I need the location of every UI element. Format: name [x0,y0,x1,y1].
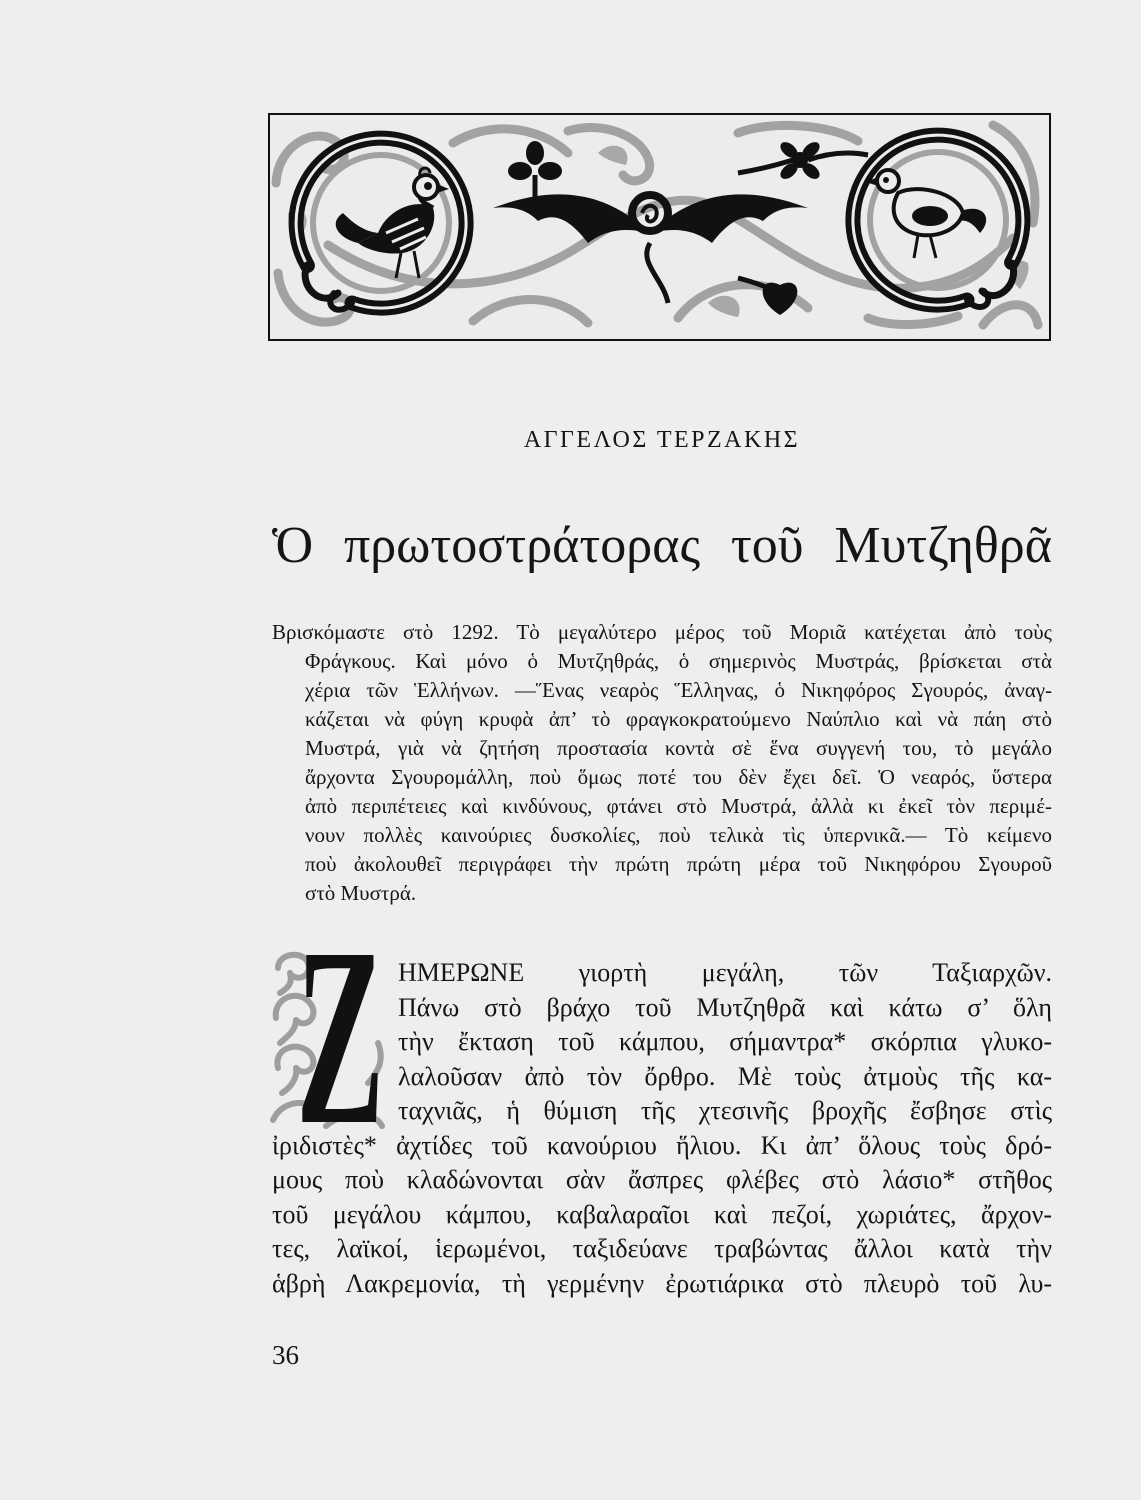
intro-line [305,763,1052,792]
intro-line-text: Φράγκους. Καὶ μόνο ὁ Μυτζηθράς, ὁ σημερινὸς Μυστράς, βρίσκεται στὰ [305,649,1052,673]
intro-line-last [305,879,1052,908]
intro-line [305,850,1052,879]
body-line [272,1267,1052,1302]
intro-line-text: νουν πολλὲς καινούριες δυσκολίες, ποὺ τελικὰ τὶς ὑπερνικᾶ.— Τὸ κείμενο [305,823,1052,847]
intro-line [305,734,1052,763]
body-line [398,1060,1052,1095]
story-title [272,515,1052,577]
intro-line [305,792,1052,821]
bird-eye [883,177,889,183]
scroll-ornament-with-birds-icon [268,113,1051,341]
intro-line-text: Βρισκόμαστε στὸ 1292. Τὸ μεγαλύτερο μέρος τοῦ Μοριᾶ κατέχεται ἀπὸ τοὺς [272,620,1052,644]
body-line [272,1232,1052,1267]
body-line [398,1094,1052,1129]
trefoil-petal [526,141,544,165]
body-line-text: ἁβρὴ Λακρεμονία, τὴ γερμένην ἐρωτιάρικα στὸ πλευρὸ τοῦ λυ- [272,1268,1052,1298]
intro-line-text: ποὺ ἀκολουθεῖ περιγράφει τὴν πρώτη πρώτη μέρα τοῦ Νικηφόρου Σγουροῦ [305,852,1052,876]
intro-line [305,705,1052,734]
intro-line [272,618,1052,647]
trefoil-petal [538,162,562,180]
body-line [272,1163,1052,1198]
body-line-text: τοῦ μεγάλου κάμπου, καβαλαραῖοι καὶ πεζοί, χωριάτες, ἄρχον- [272,1199,1052,1229]
author-name: ΑΓΓΕΛΟΣ ΤΕΡΖΑΚΗΣ [523,427,801,453]
body-line-text: μους ποὺ κλαδώνονται σὰν ἄσπρες φλέβες στὸ λάσιο* στῆθος [272,1165,1052,1194]
body-line-text: Πάνω στὸ βράχο τοῦ Μυτζηθρᾶ καὶ κάτω σ’ ὅλη [398,992,1052,1022]
trefoil-petal [508,162,532,180]
body-line [398,956,1052,991]
body-line-text: λαλοῦσαν ἀπὸ τὸν ὄρθρο. Μὲ τοὺς ἀτμοὺς τῆς κα- [398,1061,1052,1091]
body-line [272,1129,1052,1164]
page-number: 36 [272,1340,299,1370]
story-title-text: Ὁ πρωτοστράτορας τοῦ Μυτζηθρᾶ [272,517,1052,574]
bird-wing [912,206,948,226]
intro-line-text: κάζεται νὰ φύγη κρυφὰ ἀπ’ τὸ φραγκοκρατούμενο Ναύπλιο καὶ νὰ πάη στὸ [305,707,1052,731]
story-body [272,956,1052,1306]
intro-line-text: ἀπὸ περιπέτειες καὶ κινδύνους, φτάνει στὸ Μυστρά, ἀλλὰ κι ἐκεῖ τὸν περιμέ- [305,794,1052,818]
intro-summary [272,618,1052,910]
body-line [398,1025,1052,1060]
intro-line-text: ἄρχοντα Σγουρομάλλη, ποὺ ὅμως ποτέ του δὲν ἔχει δεῖ. Ὁ νεαρός, ὕστερα [305,765,1052,789]
body-line-text: ἰριδιστὲς* ἀχτίδες τοῦ κανούριου ἥλιου. Κι ἀπ’ ὅλους τοὺς δρό- [272,1130,1052,1160]
intro-line [305,676,1052,705]
body-line-text: τὴν ἔκταση τοῦ κάμπου, σήμαντρα* σκόρπια γλυκο- [398,1027,1052,1056]
drop-cap-letter: Ζ [296,896,385,1178]
body-line [398,991,1052,1026]
bird-eye [424,182,432,190]
body-line-text: ταχνιᾶς, ἡ θύμιση τῆς χτεσινῆς βροχῆς ἔσβησε στὶς [398,1096,1052,1125]
intro-line-text: χέρια τῶν Ἑλλήνων. —Ἕνας νεαρὸς Ἕλληνας, ὁ Νικηφόρος Σγουρός, ἀναγ- [305,678,1052,702]
intro-line-text: Μυστρά, γιὰ νὰ ζητήση προστασία κοντὰ σὲ ἕνα συγγενή του, τὸ μεγάλο [305,736,1052,760]
body-line-text: τες, λαϊκοί, ἱερωμένοι, ταξιδεύανε τραβώντας ἄλλοι κατὰ τὴν [272,1234,1052,1263]
intro-line [305,647,1052,676]
intro-line [305,821,1052,850]
intro-line-text: στὸ Μυστρά. [305,881,417,905]
body-line-text: ΗΜΕΡΩΝΕ γιορτὴ μεγάλη, τῶν Ταξιαρχῶν. [398,958,1052,987]
body-line [272,1198,1052,1233]
